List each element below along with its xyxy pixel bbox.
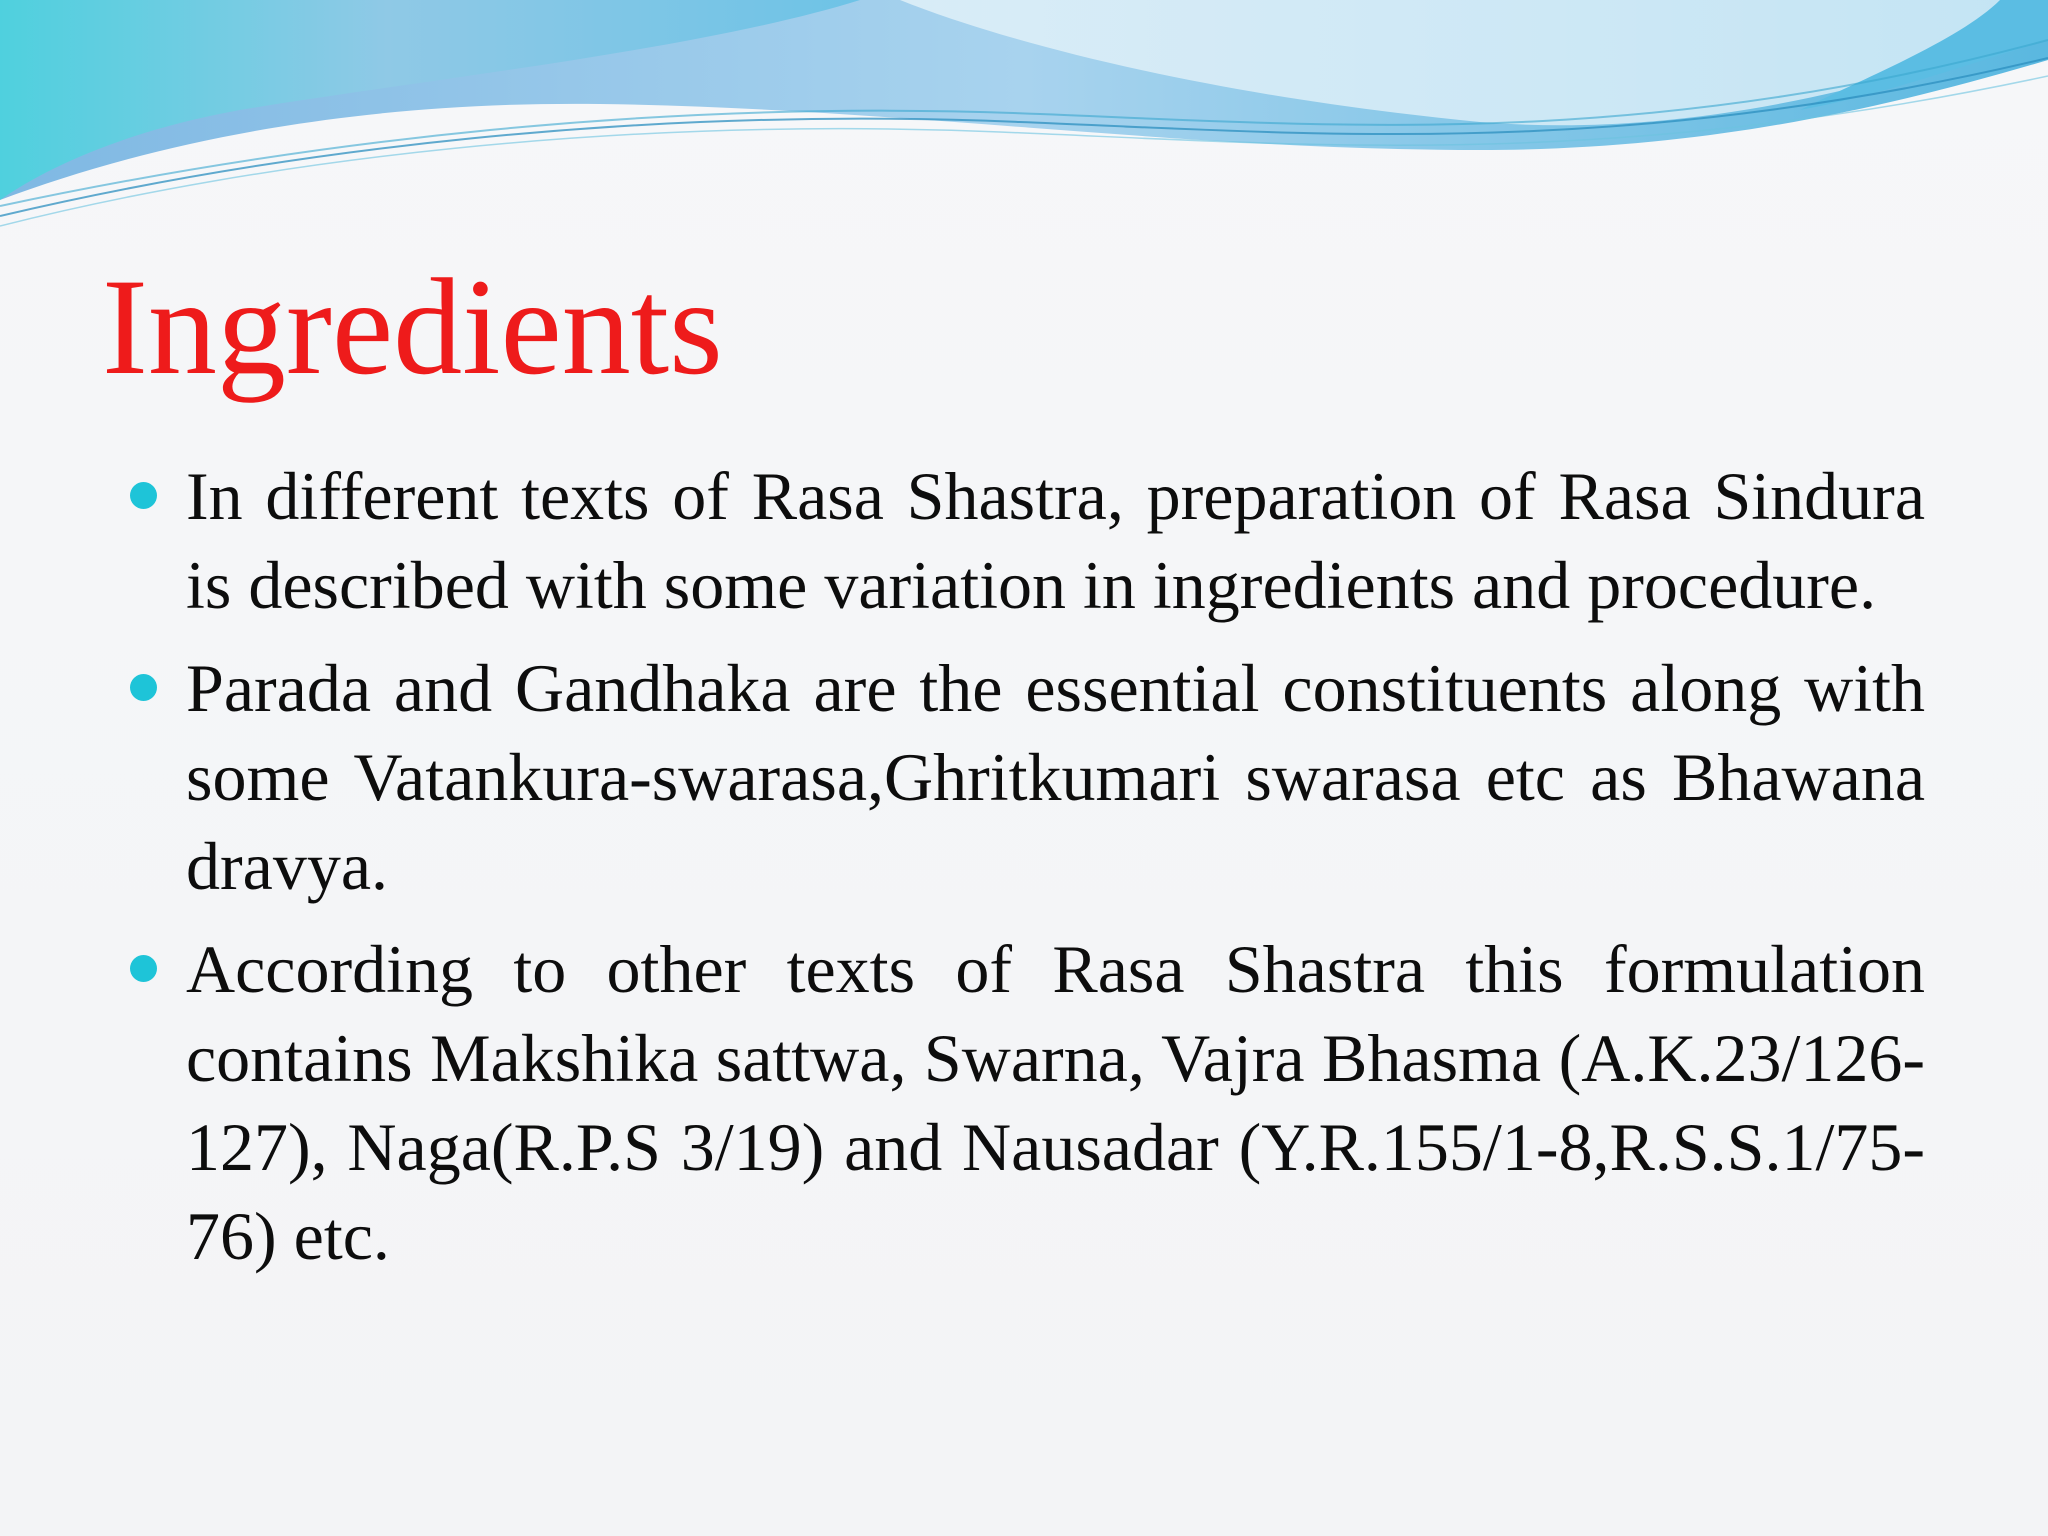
bullet-item bbox=[130, 925, 1925, 1281]
slide-title: Ingredients bbox=[102, 250, 723, 403]
bullet-dot-icon bbox=[130, 955, 157, 982]
bullet-text: According to other texts of Rasa Shastra this formulation contains Makshika sattwa, Swarna, Vajra Bhasma (A.K.23/126-127), Naga(R.P.S 3/19) and Nausadar (Y.R.155/1-8,R.S.S.1/75-76) etc. bbox=[186, 931, 1925, 1274]
bullet-dot-icon bbox=[130, 674, 157, 701]
bullet-list bbox=[130, 452, 1925, 1295]
bullet-dot-icon bbox=[130, 482, 157, 509]
bullet-text: Parada and Gandhaka are the essential constituents along with some Vatankura-swarasa,Ghritkumari swarasa etc as Bhawana dravya. bbox=[186, 650, 1925, 904]
bullet-item bbox=[130, 452, 1925, 630]
bullet-text: In different texts of Rasa Shastra, preparation of Rasa Sindura is described with some variation in ingredients and procedure. bbox=[186, 458, 1925, 623]
header-wave-decoration bbox=[0, 0, 2048, 240]
bullet-item bbox=[130, 644, 1925, 911]
